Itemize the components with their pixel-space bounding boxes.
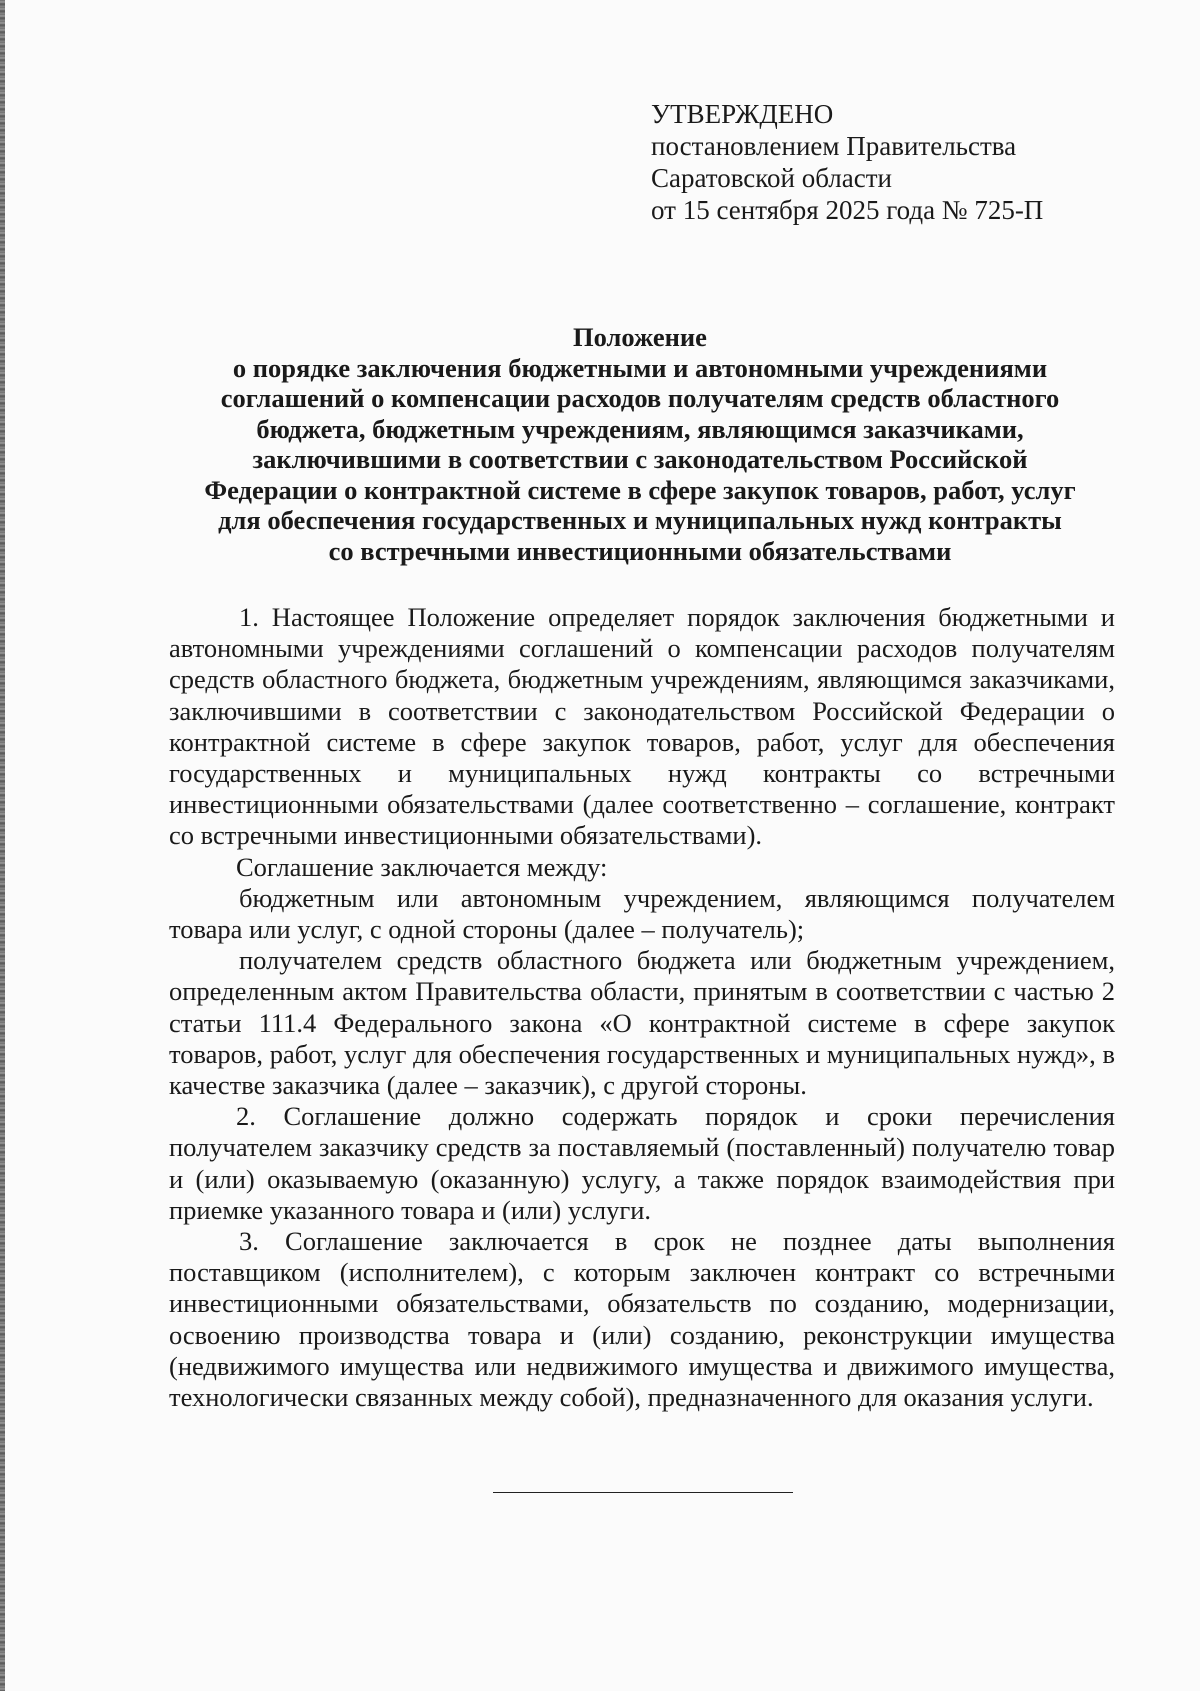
paragraph-3: 3. Соглашение заключается в срок не позднее даты выполнения поставщиком (исполнителем), с которым заключен контракт со встречными инвестиционными обязательствами, обязательств по созданию, модернизации, освоению производства товара и (или) созданию, реконструкции имущества (недвижимого имущества или недвижимого имущества и движимого имущества, технологически связанных между собой), предназначенного для оказания услуги. bbox=[169, 1226, 1115, 1413]
approval-region: Саратовской области bbox=[651, 163, 892, 193]
approval-date-number: от 15 сентября 2025 года № 725-П bbox=[651, 195, 1044, 225]
end-divider bbox=[493, 1492, 793, 1493]
title-line: со встречными инвестиционными обязательствами bbox=[328, 535, 952, 566]
paragraph-parties-intro: Соглашение заключается между: bbox=[236, 851, 608, 882]
title-heading: Положение bbox=[573, 322, 707, 352]
approval-authority: постановлением Правительства bbox=[651, 131, 1017, 161]
title-line: соглашений о компенсации расходов получателям средств областного bbox=[220, 383, 1060, 413]
title-line: Федерации о контрактной системе в сфере закупок товаров, работ, услуг bbox=[204, 474, 1076, 505]
title-line: заключившими в соответствии с законодательством Российской bbox=[252, 444, 1028, 474]
title-line: для обеспечения государственных и муниципальных нужд контракты bbox=[218, 505, 1062, 535]
paragraph-party-recipient: бюджетным или автономным учреждением, являющимся получателем товара или услуг, с одной стороны (далее – получатель); bbox=[169, 882, 1115, 945]
document-title bbox=[160, 322, 1120, 566]
approval-heading: УТВЕРЖДЕНО bbox=[651, 99, 834, 129]
title-line: о порядке заключения бюджетными и автономными учреждениями bbox=[232, 352, 1048, 383]
approval-stamp-block bbox=[651, 98, 1171, 226]
paragraph-2: 2. Соглашение должно содержать порядок и сроки перечисления получателем заказчику средств за поставляемый (поставленный) получателю товар и (или) оказываемую (оказанную) услугу, а также порядок взаимодействия при приемке указанного товара и (или) услуги. bbox=[169, 1101, 1115, 1225]
scan-edge bbox=[0, 0, 5, 1691]
paragraph-party-customer: получателем средств областного бюджета или бюджетным учреждением, определенным актом Правительства области, принятым в соответствии с частью 2 статьи 111.4 Федерального закона «О контрактной системе в сфере закупок товаров, работ, услуг для обеспечения государственных и муниципальных нужд», в качестве заказчика (далее – заказчик), с другой стороны. bbox=[169, 945, 1115, 1101]
document-body bbox=[169, 602, 1115, 1413]
title-line: бюджета, бюджетным учреждениям, являющимся заказчиками, bbox=[256, 413, 1024, 444]
paragraph-1: 1. Настоящее Положение определяет порядок заключения бюджетными и автономными учреждениями соглашений о компенсации расходов получателям средств областного бюджета, бюджетным учреждениям, являющимся заказчиками, заключившими в соответствии с законодательством Российской Федерации о контрактной системе в сфере закупок товаров, работ, услуг для обеспечения государственных и муниципальных нужд контракты со встречными инвестиционными обязательствами (далее соответственно – соглашение, контракт со встречными инвестиционными обязательствами). bbox=[169, 602, 1115, 851]
